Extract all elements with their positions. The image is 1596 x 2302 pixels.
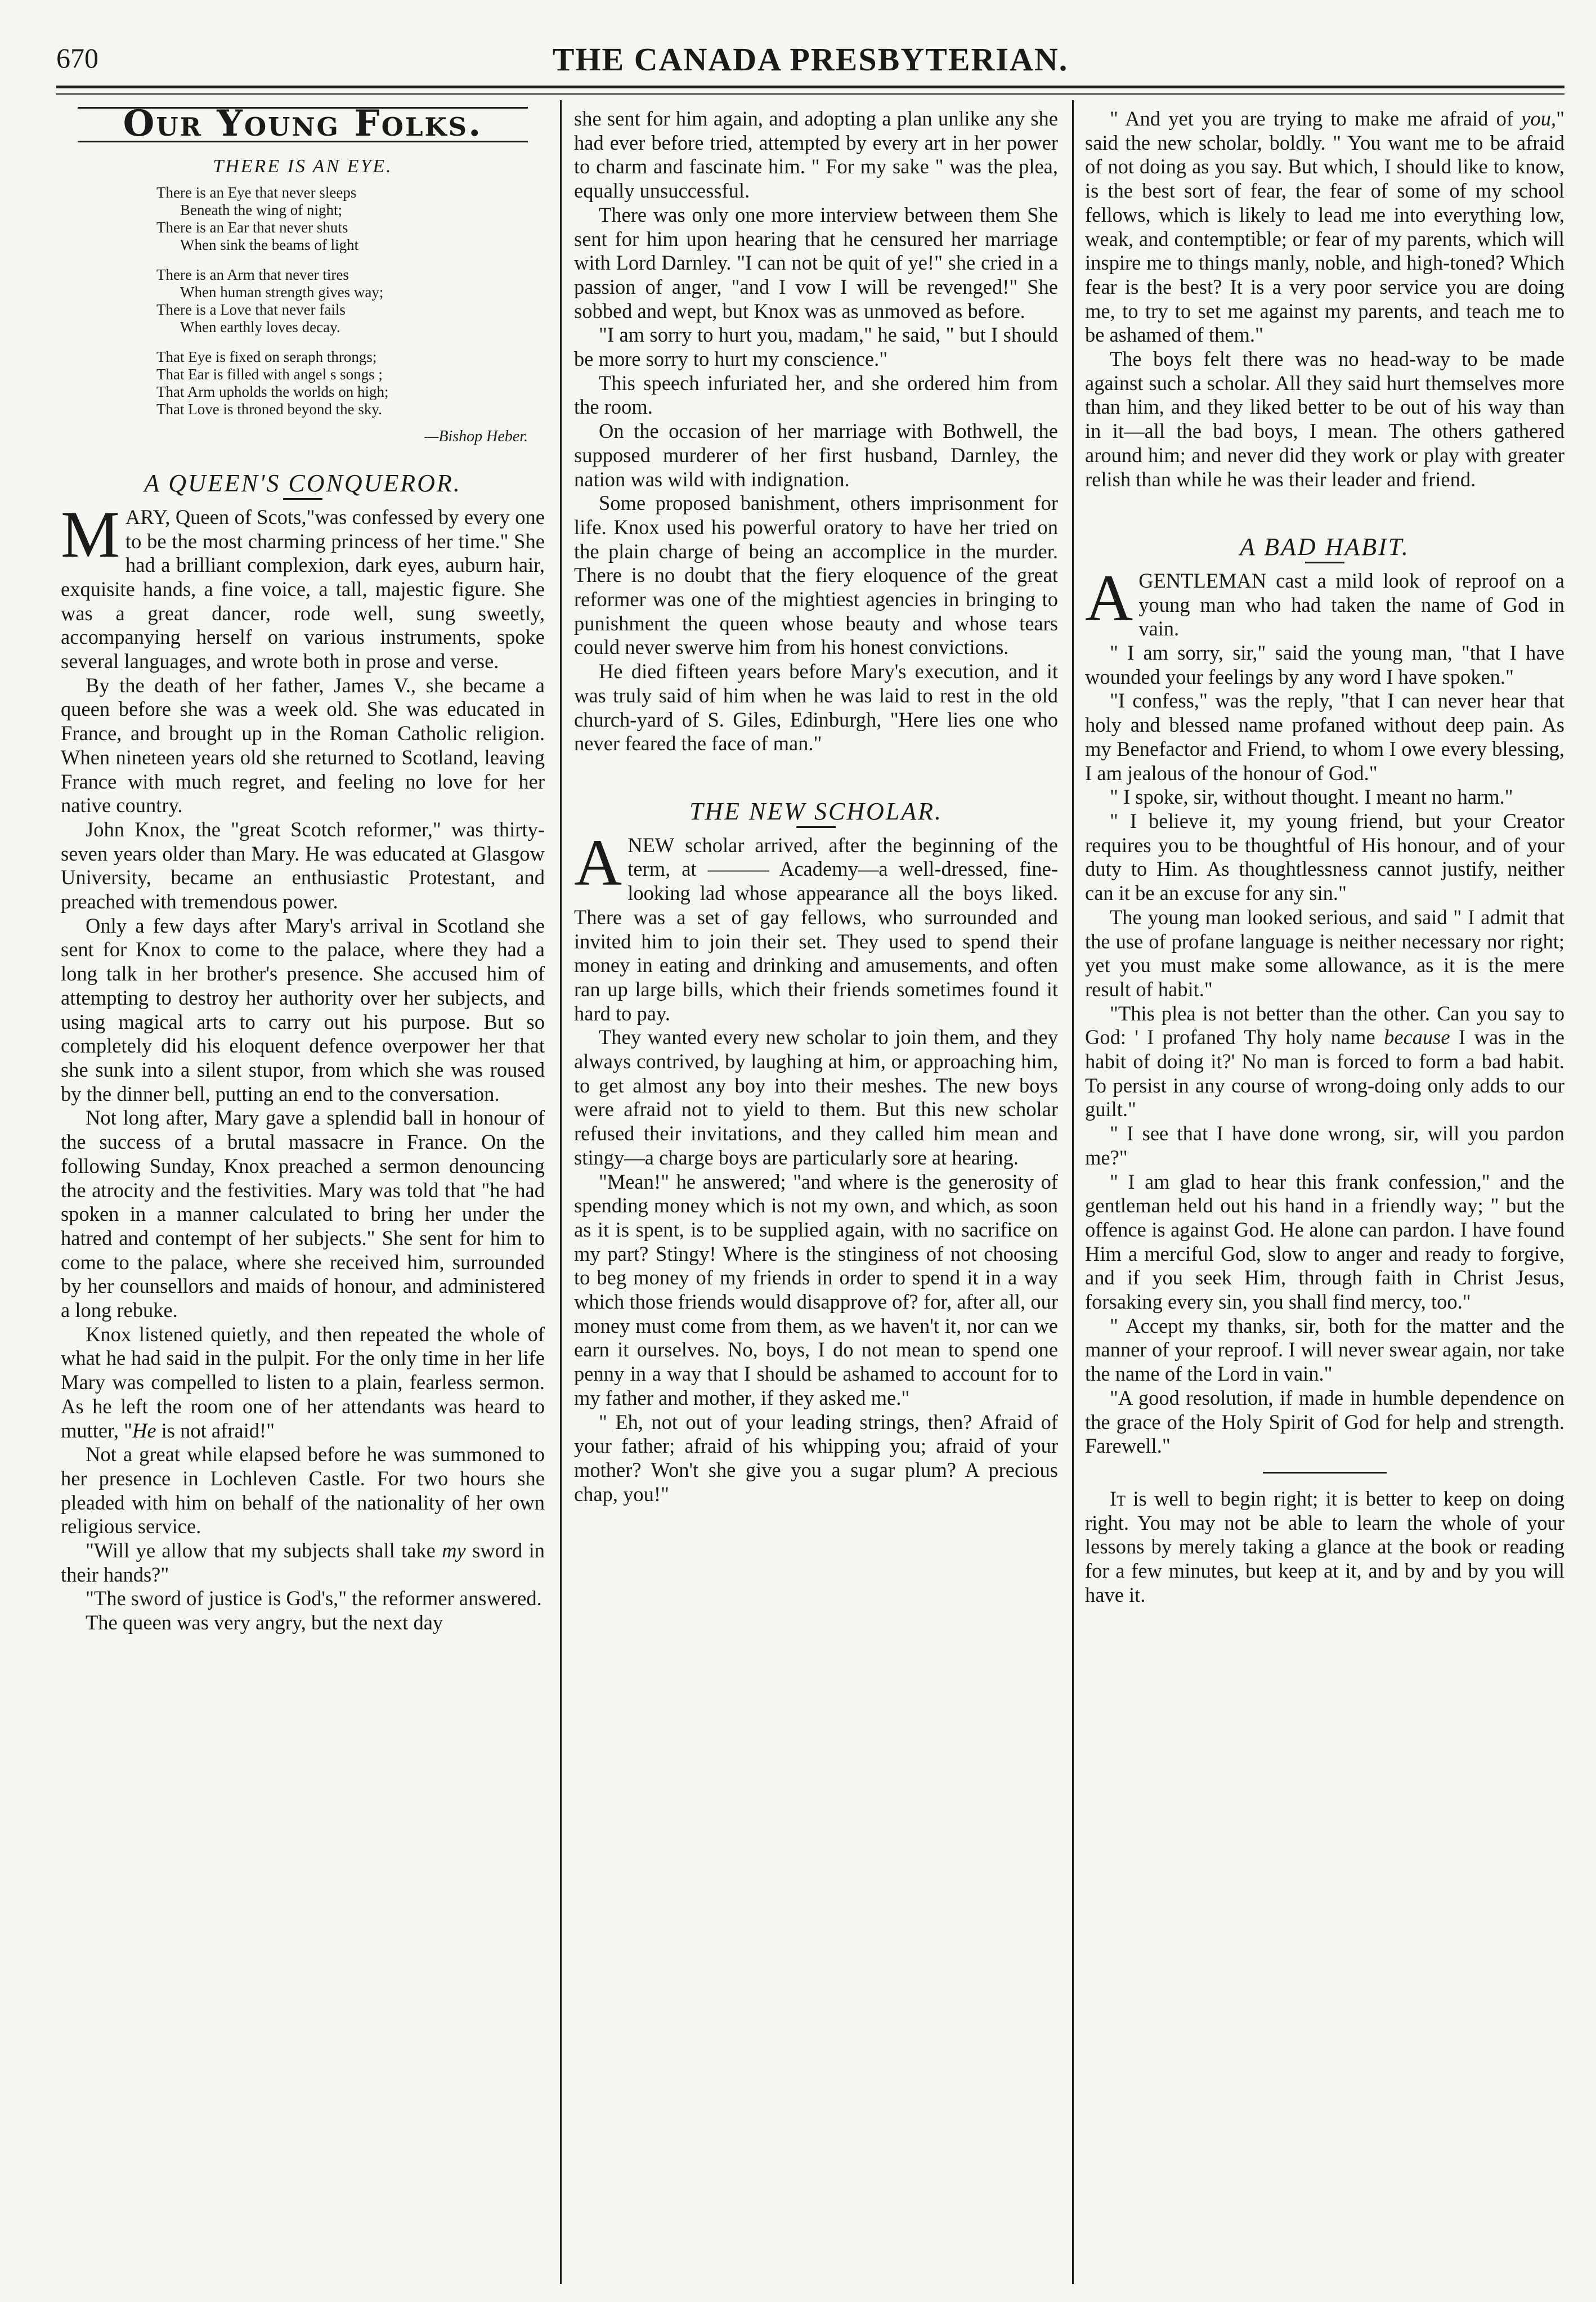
italic-text: you,	[1521, 107, 1557, 130]
paragraph: John Knox, the "great Scotch reformer," was thirty-seven years older than Mary. He was educated at Glasgow University, became an enthusiastic Protestant, and preached with tremendous power.	[61, 817, 545, 913]
column-3	[1085, 107, 1564, 2285]
italic-text: because	[1384, 1025, 1450, 1049]
first-word: GENTLEMAN	[1138, 568, 1267, 592]
paragraph: This speech infuriated her, and she ordered him from the room.	[574, 371, 1058, 419]
paragraph: "The sword of justice is God's," the reformer answered.	[86, 1587, 542, 1610]
end-rule	[1263, 1472, 1387, 1474]
paragraph: "Mean!" he answered; "and where is the generosity of spending money which is not my own, and which, as soon as it is spent, is to be supplied again, with no sacrifice on my part? Stingy! Where is the stinginess of not choosing to beg money of my friends in order to spend it in a way which those friends would disapprove of? for, after all, our money must come from them, as we haven't it, nor can we earn it ourselves. No, boys, I do not mean to spend one penny in a way that I should be ashamed to account for to my father and mother, if they asked me."	[574, 1170, 1058, 1409]
paragraph-text: " said the new scholar, boldly. " You want me to be afraid of not doing as you say. But which, I should like to know, is the best sort of fear, the fear of some of my school fellows, which is likely to lead me into everything low, weak, and contemptible; or fear of my parents, which will inspire me to things manly, noble, and high-toned? Which fear is the best? It is a very poor service you are doing me, to try to set me against my parents, and teach me to be ashamed of them."	[1085, 107, 1564, 347]
poem-stanza	[156, 266, 545, 336]
paragraph-text: I was in the habit of doing it?' No man is forced to form a bad habit. To persist in any course of wrong-doing only adds to our guilt."	[1085, 1025, 1564, 1121]
spacer	[1085, 491, 1564, 531]
poem-line: That Eye is fixed on seraph throngs;	[156, 348, 377, 366]
poem-line: There is an Ear that never shuts	[156, 219, 348, 236]
poem	[156, 184, 545, 418]
first-word: NEW	[627, 833, 675, 857]
title-rule	[283, 498, 322, 500]
paragraph: " I spoke, sir, without thought. I meant no harm."	[1110, 785, 1513, 809]
poem-line: There is a Love that never fails	[156, 301, 346, 319]
poem-line: Beneath the wing of night;	[180, 201, 342, 219]
poem-line: There is an Arm that never tires	[156, 266, 349, 284]
paragraph-text: is well to begin right; it is better to keep on doing right. You may not be able to learn the whole of your lessons by merely taking a glance at the book or reading for a few minutes, but keep at it, and by and by you will have it.	[1085, 1486, 1564, 1606]
paragraph	[1085, 107, 1564, 347]
masthead: THE CANADA PRESBYTERIAN.	[552, 41, 1069, 78]
paragraph: The young man looked serious, and said " I admit that the use of profane language is neither necessary nor right; yet you must make some allowance, as it is the mere result of habit."	[1085, 905, 1564, 1001]
paragraph: she sent for him again, and adopting a plan unlike any she had ever before tried, attempted by every art in her power to charm and fascinate him. " For my sake " was the plea, equally unsuccessful.	[574, 107, 1058, 203]
spacer	[574, 756, 1058, 795]
paragraph-text: "Will ye allow that my subjects shall take	[86, 1539, 442, 1562]
column-1	[61, 107, 545, 2285]
section-banner: Our Young Folks.	[78, 107, 528, 142]
paragraph: By the death of her father, James V., she became a queen before she was a week old. She was educated in France, and brought up in the Roman Catholic religion. When nineteen years old she returned to Scotland, leaving France with much regret, and feeling no love for her native country.	[61, 673, 545, 817]
paragraph: "I confess," was the reply, "that I can never hear that holy and blessed name profaned without deep pain. As my Benefactor and Friend, to whom I owe every blessing, I am jealous of the honour of God."	[1085, 689, 1564, 785]
paragraph-text: scholar arrived, after the beginning of the term, at ——— Academy—a well-dressed, fine-looking lad whose appearance all the boys liked. There was a set of gay fellows, who surrounded and invited him to join their set. They used to spend their money in eating and drinking and amusements, and often ran up large bills, which their friends sometimes found it hard to pay.	[574, 833, 1058, 1025]
paragraph: "A good resolution, if made in humble dependence on the grace of the Holy Spirit of God for help and strength. Farewell."	[1085, 1386, 1564, 1458]
paragraph	[1085, 561, 1564, 641]
page-header	[56, 41, 1564, 86]
poem-line: When sink the beams of light	[180, 236, 359, 254]
paragraph: They wanted every new scholar to join them, and they always contrived, by laughing at him, or approaching him, to get almost any boy into their meshes. The new boys were afraid not to yield to them. But this new scholar refused their invitations, and they called him mean and stingy—a charge boys are particularly sore at hearing.	[574, 1025, 1058, 1169]
paragraph-text: "This plea is not better than the other. Can you say to God: ' I profaned Thy holy name	[1085, 1001, 1564, 1049]
paragraph-text: is not afraid!"	[156, 1418, 275, 1442]
column-divider	[560, 100, 562, 2284]
paragraph	[574, 825, 1058, 1026]
article-title-scholar: THE NEW SCHOLAR.	[689, 797, 943, 825]
paragraph: Only a few days after Mary's arrival in Scotland she sent for Knox to come to the palace, where they had a long talk in her brother's presence. She accused him of attempting to destroy her authority over her subjects, and using magical arts to carry out his purpose. But so completely did his eloquent defence overpower her that she sunk into a silent stupor, from which she was roused by the dinner bell, putting an end to the conversation.	[61, 913, 545, 1105]
paragraph-text: " And yet you are trying to make me afraid of	[1110, 107, 1522, 130]
drop-cap: A	[574, 825, 622, 899]
poem-attribution: —Bishop Heber.	[424, 428, 528, 446]
column-divider	[1072, 100, 1074, 2284]
italic-text: my	[442, 1539, 466, 1562]
paragraph: Not long after, Mary gave a splendid ball in honour of the success of a brutal massacre in France. On the following Sunday, Knox preached a sermon denouncing the atrocity and the festivities. Mary was told that "he had spoken in a manner calculated to bring her under the hatred and contempt of her subjects." She sent for him to come to the palace, where she received him, surrounded by her counsellors and maids of honour, and administered a long rebuke.	[61, 1106, 545, 1322]
paragraph-text: sword in their hands?"	[61, 1539, 545, 1586]
paragraph: On the occasion of her marriage with Bothwell, the supposed murderer of her first husband, Darnley, the nation was wild with indignation.	[574, 419, 1058, 491]
poem-line: That Arm upholds the worlds on high;	[156, 383, 389, 401]
poem-line: That Love is throned beyond the sky.	[156, 401, 382, 418]
title-rule	[796, 826, 836, 828]
poem-line: That Ear is filled with angel s songs ;	[156, 366, 383, 383]
paragraph: Not a great while elapsed before he was summoned to her presence in Lochleven Castle. For two hours she pleaded with him on behalf of the nationality of her own religious service.	[61, 1443, 545, 1538]
paragraph: He died fifteen years before Mary's execution, and it was truly said of him when he was laid to rest in the old church-yard of S. Giles, Edinburgh, "Here lies one who never feared the face of man."	[574, 660, 1058, 755]
poem-line: There is an Eye that never sleeps	[156, 184, 357, 201]
title-rule	[1305, 562, 1344, 563]
header-rule-thin	[56, 93, 1564, 95]
paragraph	[61, 497, 545, 674]
paragraph: Some proposed banishment, others imprisonment for life. Knox used his powerful oratory to have her tried on the plain charge of being an accomplice in the murder. There is no doubt that the fiery eloquence of the great reformer was one of the mightiest agencies in bringing to punishment the queen whose beauty and whose tears could never swerve him from his honest convictions.	[574, 491, 1058, 659]
paragraph: " Eh, not out of your leading strings, then? Afraid of your father; afraid of his whipping you; afraid of your mother? Won't she give you a sugar plum? A precious chap, you!"	[574, 1410, 1058, 1506]
poem-title: THERE IS AN EYE.	[213, 155, 393, 177]
paragraph: The queen was very angry, but the next day	[86, 1611, 443, 1634]
paragraph	[61, 1323, 545, 1443]
header-rule	[56, 86, 1564, 88]
paragraph: The boys felt there was no head-way to be made against such a scholar. All they said hurt themselves more than him, and they liked better to be out of his way than in it—all the bad boys, I mean. The others gathered around him; and never did they work or play with greater relish than while he was their leader and friend.	[1085, 347, 1564, 491]
drop-cap: M	[61, 497, 120, 571]
paragraph	[1085, 1002, 1564, 1122]
paragraph-text: Queen of Scots,"was confessed by every one to be the most charming princess of her time." She had a brilliant complexion, dark eyes, auburn hair, exquisite hands, a fine voice, a tall, majestic figure. She was a great dancer, rode well, sung sweetly, accompanying herself on various instruments, spoke several languages, and wrote both in prose and verse.	[61, 505, 545, 673]
paragraph: " I am glad to hear this frank confession," and the gentleman held out his hand in a friendly way; " but the offence is against God. He alone can pardon. I have found Him a merciful God, slow to anger and ready to forgive, and if you seek Him, through faith in Christ Jesus, forsaking every sin, you shall find mercy, too."	[1085, 1170, 1564, 1314]
page-number: 670	[56, 42, 98, 74]
poem-stanza	[156, 184, 545, 254]
paragraph	[61, 1539, 545, 1587]
poem-line: When human strength gives way;	[180, 284, 384, 301]
paragraph: "I am sorry to hurt you, madam," he said, " but I should be more sorry to hurt my conscience."	[574, 323, 1058, 371]
drop-cap: A	[1085, 561, 1133, 635]
paragraph: " I believe it, my young friend, but your Creator requires you to be thoughtful of His honour, and of your duty to Him. As thoughtlessness cannot justify, neither can it be an excuse for any sin."	[1085, 809, 1564, 905]
article-title-habit: A BAD HABIT.	[1240, 533, 1410, 561]
poem-stanza	[156, 348, 545, 418]
closing-paragraph	[1085, 1487, 1564, 1607]
paragraph: " I am sorry, sir," said the young man, "that I have wounded your feelings by any word I have spoken."	[1085, 641, 1564, 688]
first-word: ARY,	[125, 505, 171, 529]
first-word: It	[1110, 1486, 1126, 1510]
paragraph-text: cast a mild look of reproof on a young man who had taken the name of God in vain.	[1138, 568, 1564, 641]
paragraph-text: Knox listened quietly, and then repeated the whole of what he had said in the pulpit. For the only time in her life Mary was compelled to listen to a plain, fearless sermon. As he left the room one of her attendants was heard to mutter, "	[61, 1322, 545, 1442]
article-title-queen: A QUEEN'S CONQUEROR.	[144, 469, 461, 498]
paragraph: There was only one more interview between them She sent for him upon hearing that he censured her marriage with Lord Darnley. "I can not be quit of ye!" she cried in a passion of anger, "and I vow I will be revenged!" She sobbed and wept, but Knox was as unmoved as before.	[574, 203, 1058, 323]
column-2	[574, 107, 1058, 2285]
paragraph: " I see that I have done wrong, sir, will you pardon me?"	[1085, 1122, 1564, 1169]
poem-line: When earthly loves decay.	[180, 319, 340, 336]
paragraph: " Accept my thanks, sir, both for the matter and the manner of your reproof. I will never swear again, nor take the name of the Lord in vain."	[1085, 1314, 1564, 1386]
italic-text: He	[132, 1418, 156, 1442]
